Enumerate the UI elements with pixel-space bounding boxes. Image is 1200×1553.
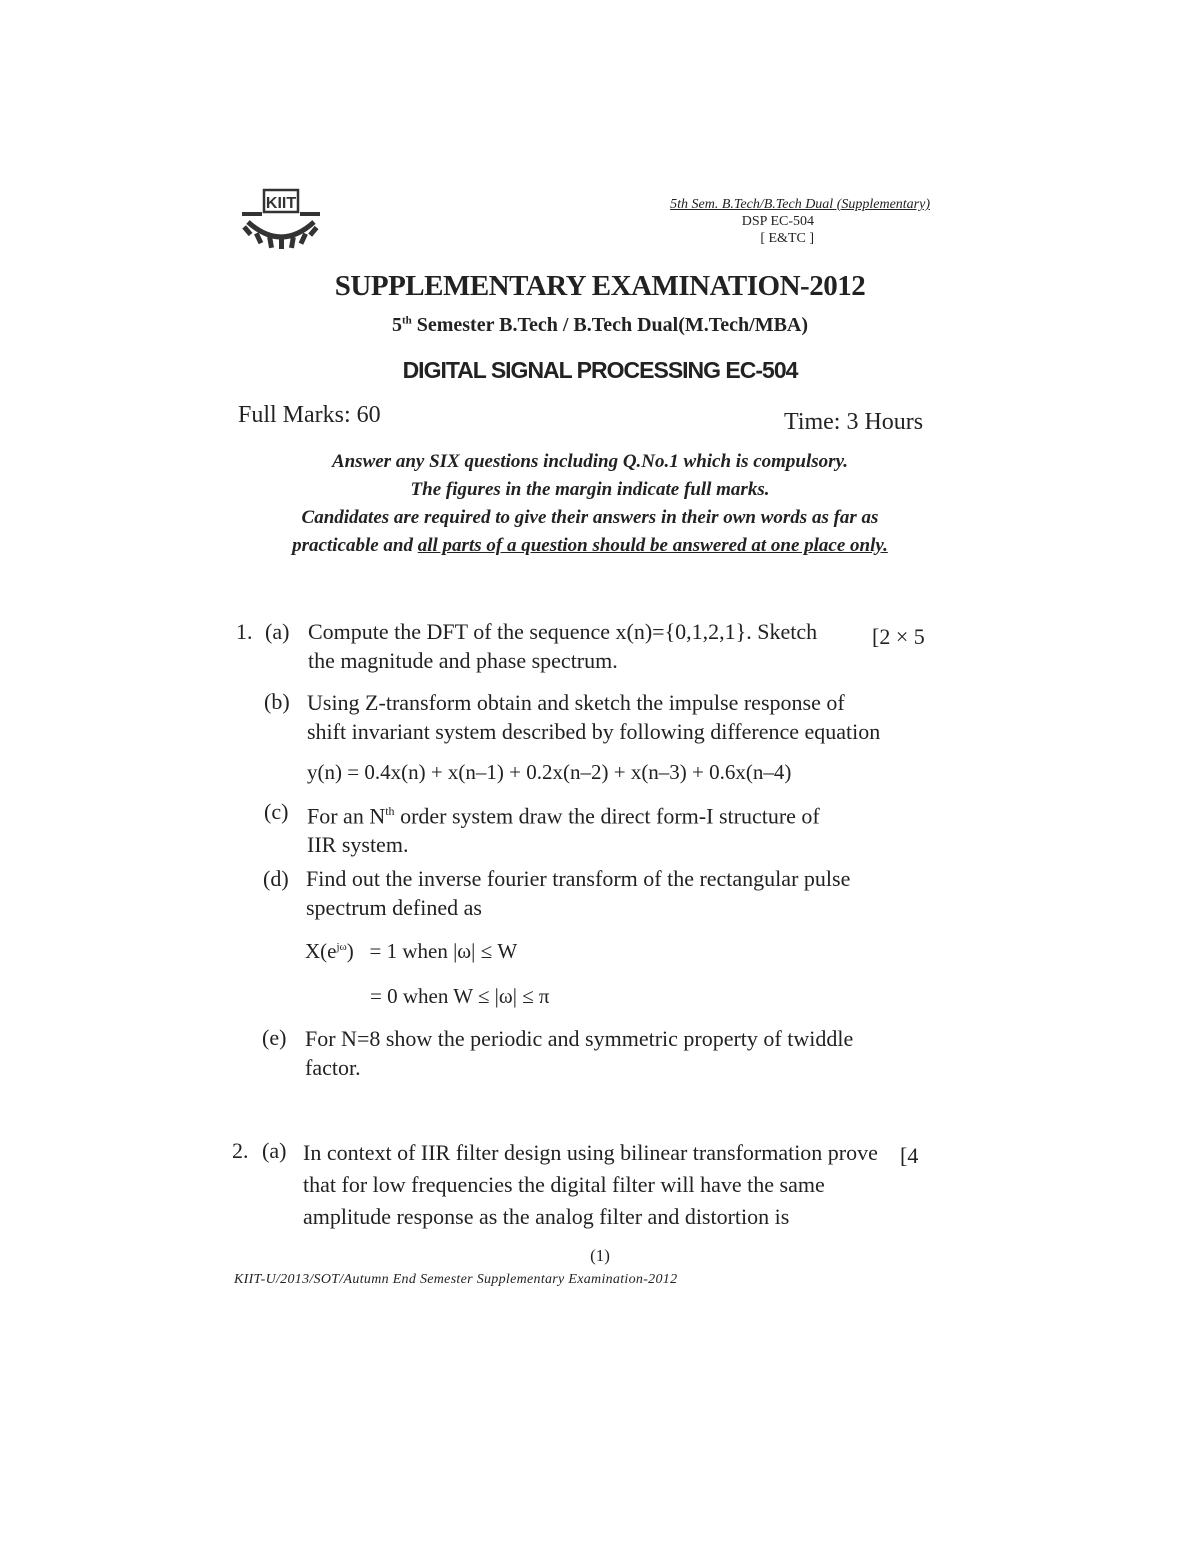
time-allowed: Time: 3 Hours — [784, 409, 924, 435]
question-2-number: 2. — [232, 1138, 249, 1163]
logo-text: KIIT — [265, 195, 297, 212]
instruction-line-3: Candidates are required to give their answers in their own words as far as — [301, 507, 879, 528]
question-1c-line-1-pre: For an N — [307, 803, 386, 829]
semester-rest: Semester B.Tech / B.Tech Dual(M.Tech/MBA) — [411, 314, 809, 336]
header-course-info — [560, 196, 930, 247]
question-2-marks: [4 — [900, 1143, 919, 1168]
course-code: DSP EC-504 — [741, 214, 814, 229]
question-1a-label: (a) — [265, 619, 290, 644]
question-2a-line-2: that for low frequencies the digital filter will have the same — [303, 1172, 825, 1197]
question-1e-text — [305, 1024, 853, 1082]
question-1-marks: [2 × 5 — [872, 624, 925, 649]
question-1e-line-1: For N=8 show the periodic and symmetric property of twiddle — [305, 1026, 854, 1051]
question-1d-label: (d) — [263, 866, 289, 891]
semester-ordinal: th — [401, 314, 412, 327]
question-1c-label: (c) — [264, 799, 289, 824]
semester-number: 5 — [391, 314, 402, 336]
question-1d-text — [306, 864, 850, 922]
question-1d-equation-2: = 0 when W ≤ |ω| ≤ π — [370, 984, 550, 1008]
question-2a-label: (a) — [262, 1138, 287, 1163]
question-1a-line-1: Compute the DFT of the sequence x(n)={0,1,2,1}. Sketch — [308, 619, 818, 644]
footer-reference: KIIT-U/2013/SOT/Autumn End Semester Supplementary Examination-2012 — [234, 1272, 678, 1287]
subject-title: DIGITAL SIGNAL PROCESSING EC-504 — [402, 357, 798, 383]
exam-title: SUPPLEMENTARY EXAMINATION-2012 — [334, 270, 866, 302]
full-marks: Full Marks: 60 — [238, 402, 381, 428]
question-1d-eq1-lhs: X(e — [305, 939, 337, 963]
instruction-line-4-underlined: all parts of a question should be answered at one place only. — [417, 535, 888, 556]
question-1b-label: (b) — [264, 689, 290, 714]
question-1c-line-2: IIR system. — [307, 832, 409, 858]
instruction-line-2: The figures in the margin indicate full marks. — [410, 479, 770, 500]
question-1a-line-2: the magnitude and phase spectrum. — [308, 648, 618, 673]
question-1c-line-1 — [307, 797, 820, 830]
question-1d-line-2: spectrum defined as — [306, 895, 482, 920]
question-1-number: 1. — [236, 619, 253, 644]
question-1e-label: (e) — [262, 1025, 287, 1050]
instruction-line-4 — [200, 532, 980, 560]
semester-line — [0, 314, 1200, 337]
question-1c-text — [307, 797, 820, 859]
kiit-logo — [238, 188, 324, 250]
question-1d-equation-1 — [305, 939, 517, 964]
instruction-line-1: Answer any SIX questions including Q.No.1 which is compulsory. — [331, 451, 849, 472]
question-1b-line-2: shift invariant system described by following difference equation — [307, 719, 881, 744]
question-1b-line-1: Using Z-transform obtain and sketch the impulse response of — [307, 690, 845, 715]
question-1b-text — [307, 688, 880, 746]
question-1c-line-1-sup: th — [385, 804, 395, 818]
question-1d-eq1-sup: jω — [336, 941, 347, 953]
question-2a-line-3: amplitude response as the analog filter and distortion is — [303, 1204, 790, 1229]
program-line: 5th Sem. B.Tech/B.Tech Dual (Supplementary) — [670, 197, 930, 212]
question-1d-eq1-rest: ) = 1 when |ω| ≤ W — [346, 939, 518, 963]
question-2a-line-1: In context of IIR filter design using bilinear transformation prove — [303, 1140, 878, 1165]
question-1b-equation: y(n) = 0.4x(n) + x(n–1) + 0.2x(n–2) + x(n–3) + 0.6x(n–4) — [307, 760, 792, 784]
question-1d-line-1: Find out the inverse fourier transform of the rectangular pulse — [306, 866, 851, 891]
question-1c-line-1-post: order system draw the direct form-I structure of — [394, 803, 820, 829]
instructions — [200, 448, 980, 560]
question-2a-text — [303, 1137, 878, 1233]
page-number: (1) — [590, 1246, 610, 1265]
question-1e-line-2: factor. — [305, 1055, 361, 1080]
question-1a-text — [308, 617, 817, 675]
instruction-line-4-prefix: practicable and — [292, 535, 418, 556]
branch: [ E&TC ] — [760, 231, 814, 246]
